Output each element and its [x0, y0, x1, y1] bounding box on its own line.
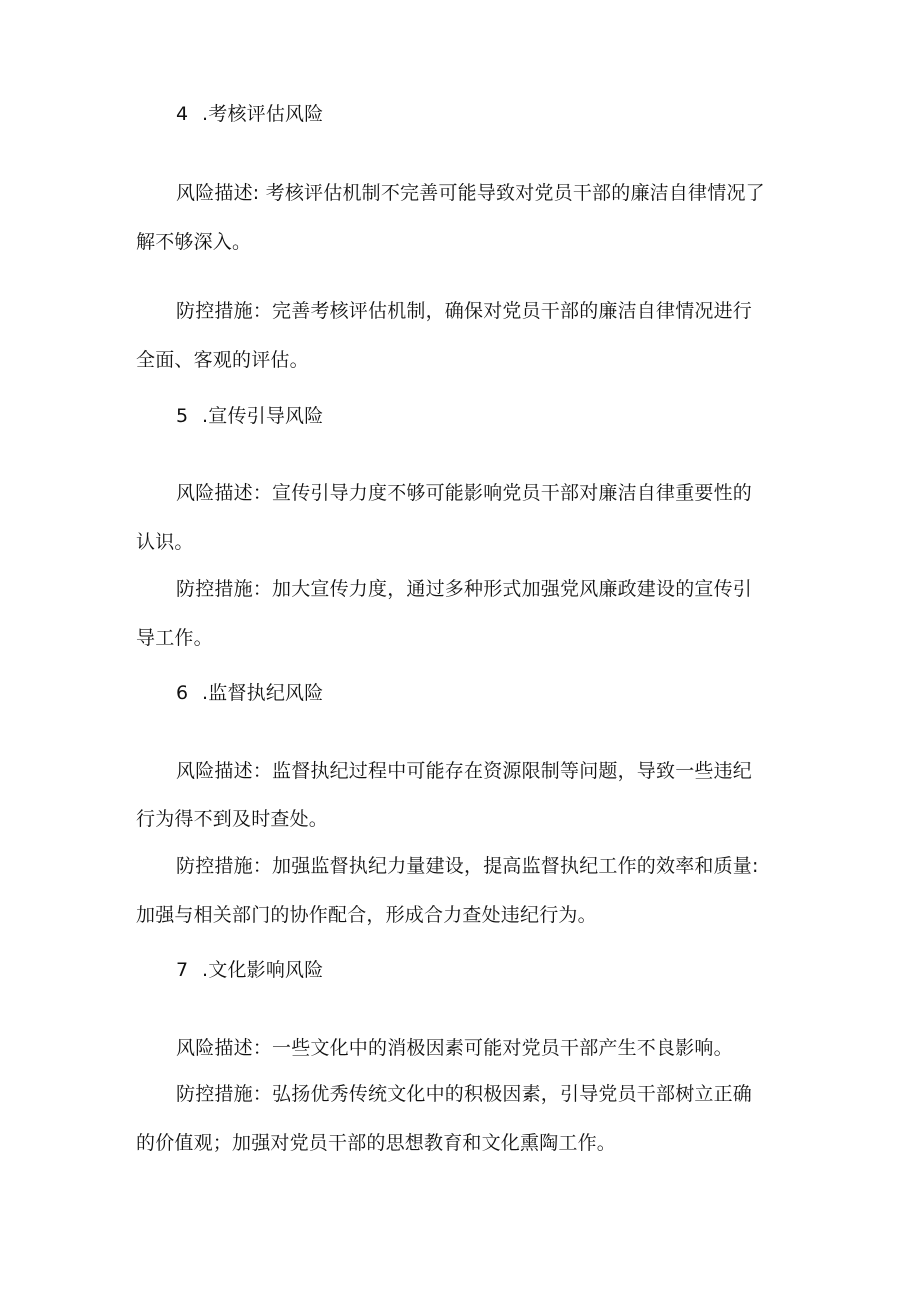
section-heading	[176, 681, 323, 705]
control-measure: 防控措施：弘扬优秀传统文化中的积极因素，引导党员干部树立正确	[176, 1083, 753, 1105]
risk-description-cont: 解不够深入。	[136, 231, 252, 253]
section-title: .监督执纪风险	[202, 682, 324, 704]
risk-description: 风险描述：宣传引导力度不够可能影响党员干部对廉洁自律重要性的	[176, 482, 753, 504]
section-number: 4	[176, 103, 189, 125]
control-measure: 防控措施：加强监督执纪力量建设，提高监督执纪工作的效率和质量:	[176, 855, 759, 877]
control-measure-cont: 的价值观；加强对党员干部的思想教育和文化熏陶工作。	[136, 1132, 617, 1154]
control-measure-cont: 导工作。	[136, 627, 213, 649]
risk-description: 风险描述：一些文化中的消极因素可能对党员干部产生不良影响。	[176, 1037, 733, 1059]
section-title: .文化影响风险	[202, 959, 324, 981]
section-heading	[176, 958, 323, 982]
control-measure: 防控措施：完善考核评估机制，确保对党员干部的廉洁自律情况进行	[176, 300, 753, 322]
section-heading	[176, 102, 323, 126]
risk-description-cont: 认识。	[136, 531, 194, 553]
section-title: .宣传引导风险	[202, 405, 324, 427]
control-measure: 防控措施：加大宣传力度，通过多种形式加强党风廉政建设的宣传引	[176, 578, 753, 600]
risk-description: 风险描述: 考核评估机制不完善可能导致对党员干部的廉洁自律情况了	[176, 182, 765, 204]
section-title: .考核评估风险	[202, 103, 324, 125]
section-number: 6	[176, 682, 189, 704]
control-measure-cont: 全面、客观的评估。	[136, 349, 309, 371]
control-measure-cont: 加强与相关部门的协作配合，形成合力查处违纪行为。	[136, 904, 597, 926]
section-number: 7	[176, 959, 189, 981]
risk-description: 风险描述：监督执纪过程中可能存在资源限制等问题，导致一些违纪	[176, 760, 753, 782]
section-heading	[176, 404, 323, 428]
section-number: 5	[176, 405, 189, 427]
risk-description-cont: 行为得不到及时查处。	[136, 808, 329, 830]
